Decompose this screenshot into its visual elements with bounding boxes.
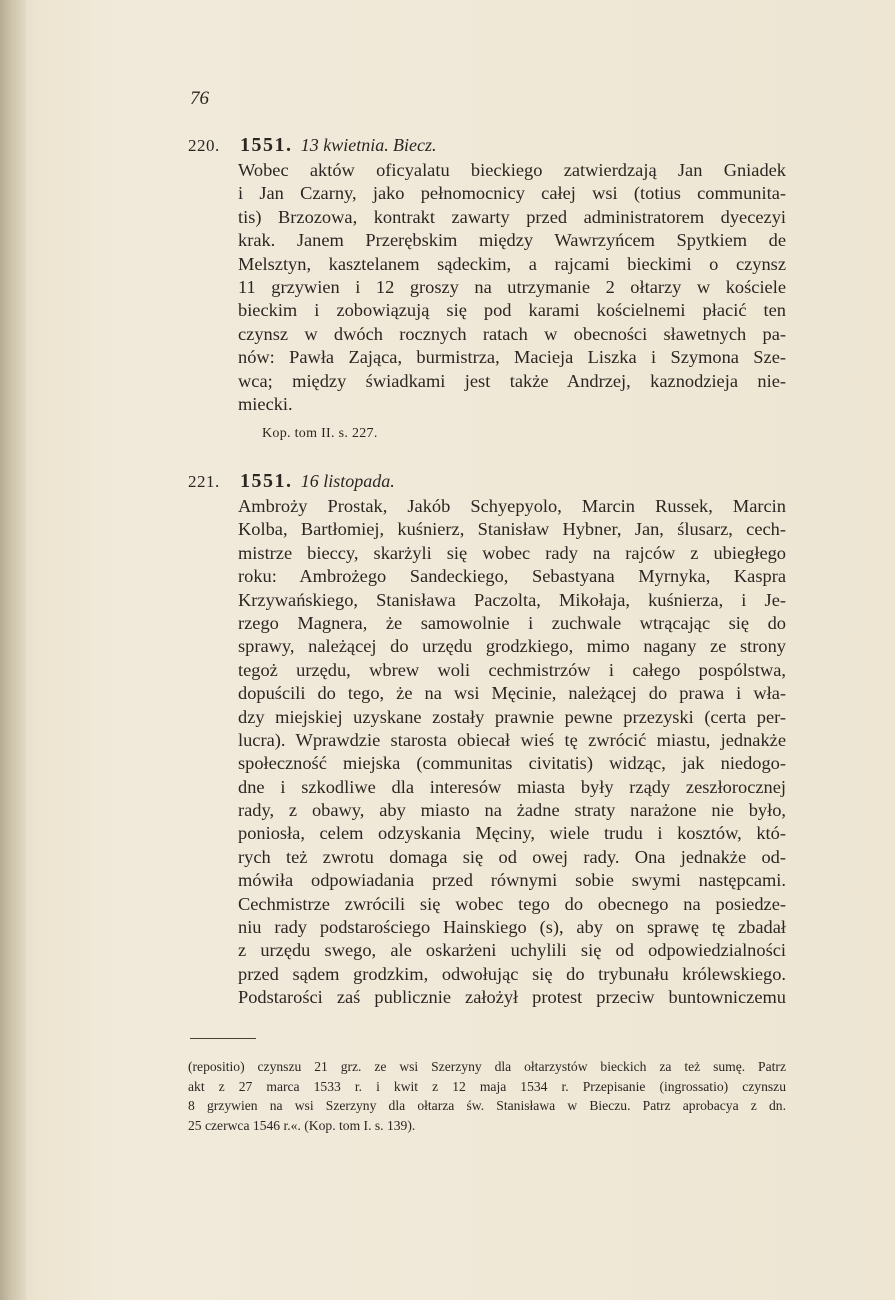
body-line: nów: Pawła Zająca, burmistrza, Macieja Liszka i Szymona Sze- xyxy=(238,347,786,368)
entry-place: Biecz. xyxy=(393,135,437,155)
body-line: rych też zwrotu domaga się od owej rady. Ona jednakże od- xyxy=(238,846,786,867)
body-line: miecki. xyxy=(238,393,293,414)
body-line: Melsztyn, kasztelanem sądeckim, a rajcami bieckimi o czynsz xyxy=(238,253,786,274)
footnote-line: (repositio) czynszu 21 grz. ze wsi Szerzyny dla ołtarzystów bieckich za też sumę. Patrz xyxy=(188,1059,786,1074)
body-line: Kolba, Bartłomiej, kuśnierz, Stanisław Hybner, Jan, ślusarz, cech- xyxy=(238,519,786,540)
body-line: bieckim i zobowiązują się pod karami kościelnemi płacić ten xyxy=(238,300,786,321)
entry-heading-220 xyxy=(188,134,436,157)
body-line: 11 grzywien i 12 groszy na utrzymanie 2 ołtarzy w kościele xyxy=(238,276,786,297)
entry-year: 1551. xyxy=(240,134,293,156)
body-line: mówiła odpowiadania przed równymi sobie swymi następcami. xyxy=(238,870,786,891)
body-line: z urzędu swego, ale oskarżeni uchylili się od odpowiedzialności xyxy=(238,940,786,961)
entry-body-220 xyxy=(238,159,786,416)
entry-date: 13 kwietnia. xyxy=(300,135,389,155)
body-line: rady, z obawy, aby miasto na żadne straty narażone nie było, xyxy=(238,800,786,821)
footnote-line: 8 grzywien na wsi Szerzyny dla ołtarza św. Stanisława w Bieczu. Patrz aprobacya z dn. xyxy=(188,1098,786,1113)
body-line: Ambroży Prostak, Jakób Schyepyolo, Marcin Russek, Marcin xyxy=(238,496,786,516)
body-line: tis) Brzozowa, kontrakt zawarty przed administratorem dyecezyi xyxy=(238,206,786,227)
body-line: rzego Magnera, że samowolnie i zuchwale wtrącając się do xyxy=(238,612,786,633)
entry-year: 1551. xyxy=(240,470,293,492)
body-line: niu rady podstarościego Hainskiego (s), aby on sprawę tę zbadał xyxy=(238,917,786,938)
source-reference: Kop. tom II. s. 227. xyxy=(262,426,378,441)
entry-body-221 xyxy=(238,495,786,1010)
body-line: dzy miejskiej uzyskane zostały prawnie pewne przezyski (certa per- xyxy=(238,706,786,727)
body-line: roku: Ambrożego Sandeckiego, Sebastyana Myrnyka, Kaspra xyxy=(238,566,786,587)
body-line: dne i szkodliwe dla interesów miasta były rządy zeszłorocznej xyxy=(238,776,786,797)
body-line: Cechmistrze zwrócili się wobec tego do obecnego na posiedze- xyxy=(238,893,786,914)
footnote-rule xyxy=(190,1038,256,1039)
entry-heading-221 xyxy=(188,470,395,493)
body-line: krak. Janem Przerębskim między Wawrzyńcem Spytkiem de xyxy=(238,230,786,251)
body-line: czynsz w dwóch rocznych ratach w obecności sławetnych pa- xyxy=(238,323,786,344)
body-line: społeczność miejska (communitas civitatis) widząc, jak niedogo- xyxy=(238,753,786,774)
body-line: wca; między świadkami jest także Andrzej, kaznodzieja nie- xyxy=(238,370,786,391)
body-line: przed sądem grodzkim, odwołując się do trybunału królewskiego. xyxy=(238,963,786,984)
entry-number: 220. xyxy=(188,136,220,155)
body-line: Wobec aktów oficyalatu bieckiego zatwierdzają Jan Gniadek xyxy=(238,160,786,180)
body-line: poniosła, celem odzyskania Męciny, wiele trudu i kosztów, któ- xyxy=(238,823,786,844)
footnote-line: akt z 27 marca 1533 r. i kwit z 12 maja 1534 r. Przepisanie (ingrossatio) czynszu xyxy=(188,1078,786,1094)
body-line: mistrze bieccy, skarżyli się wobec rady na rajców z ubiegłego xyxy=(238,542,786,563)
page-number: 76 xyxy=(190,88,209,109)
footnote-line: 25 czerwca 1546 r.«. (Kop. tom I. s. 139). xyxy=(188,1117,416,1133)
footnote xyxy=(188,1057,786,1135)
entry-number: 221. xyxy=(188,472,220,491)
body-line: sprawy, należącej do urzędu grodzkiego, mimo nagany ze strony xyxy=(238,636,786,657)
page-gutter-shadow xyxy=(0,0,26,1300)
entry-date: 16 listopada. xyxy=(300,471,395,491)
body-line: dopuścili do tego, że na wsi Męcinie, należącej do prawa i wła- xyxy=(238,683,786,704)
body-line: Podstarości zaś publicznie założył protest przeciw buntowniczemu xyxy=(238,987,786,1008)
body-line: i Jan Czarny, jako pełnomocnicy całej wsi (totius communita- xyxy=(238,183,786,204)
body-line: Krzywańskiego, Stanisława Paczolta, Mikołaja, kuśnierza, i Je- xyxy=(238,589,786,610)
body-line: lucra). Wprawdzie starosta obiecał wieś tę zwrócić miastu, jednakże xyxy=(238,729,786,750)
body-line: tegoż urzędu, wbrew woli cechmistrzów i całego pospólstwa, xyxy=(238,659,786,680)
